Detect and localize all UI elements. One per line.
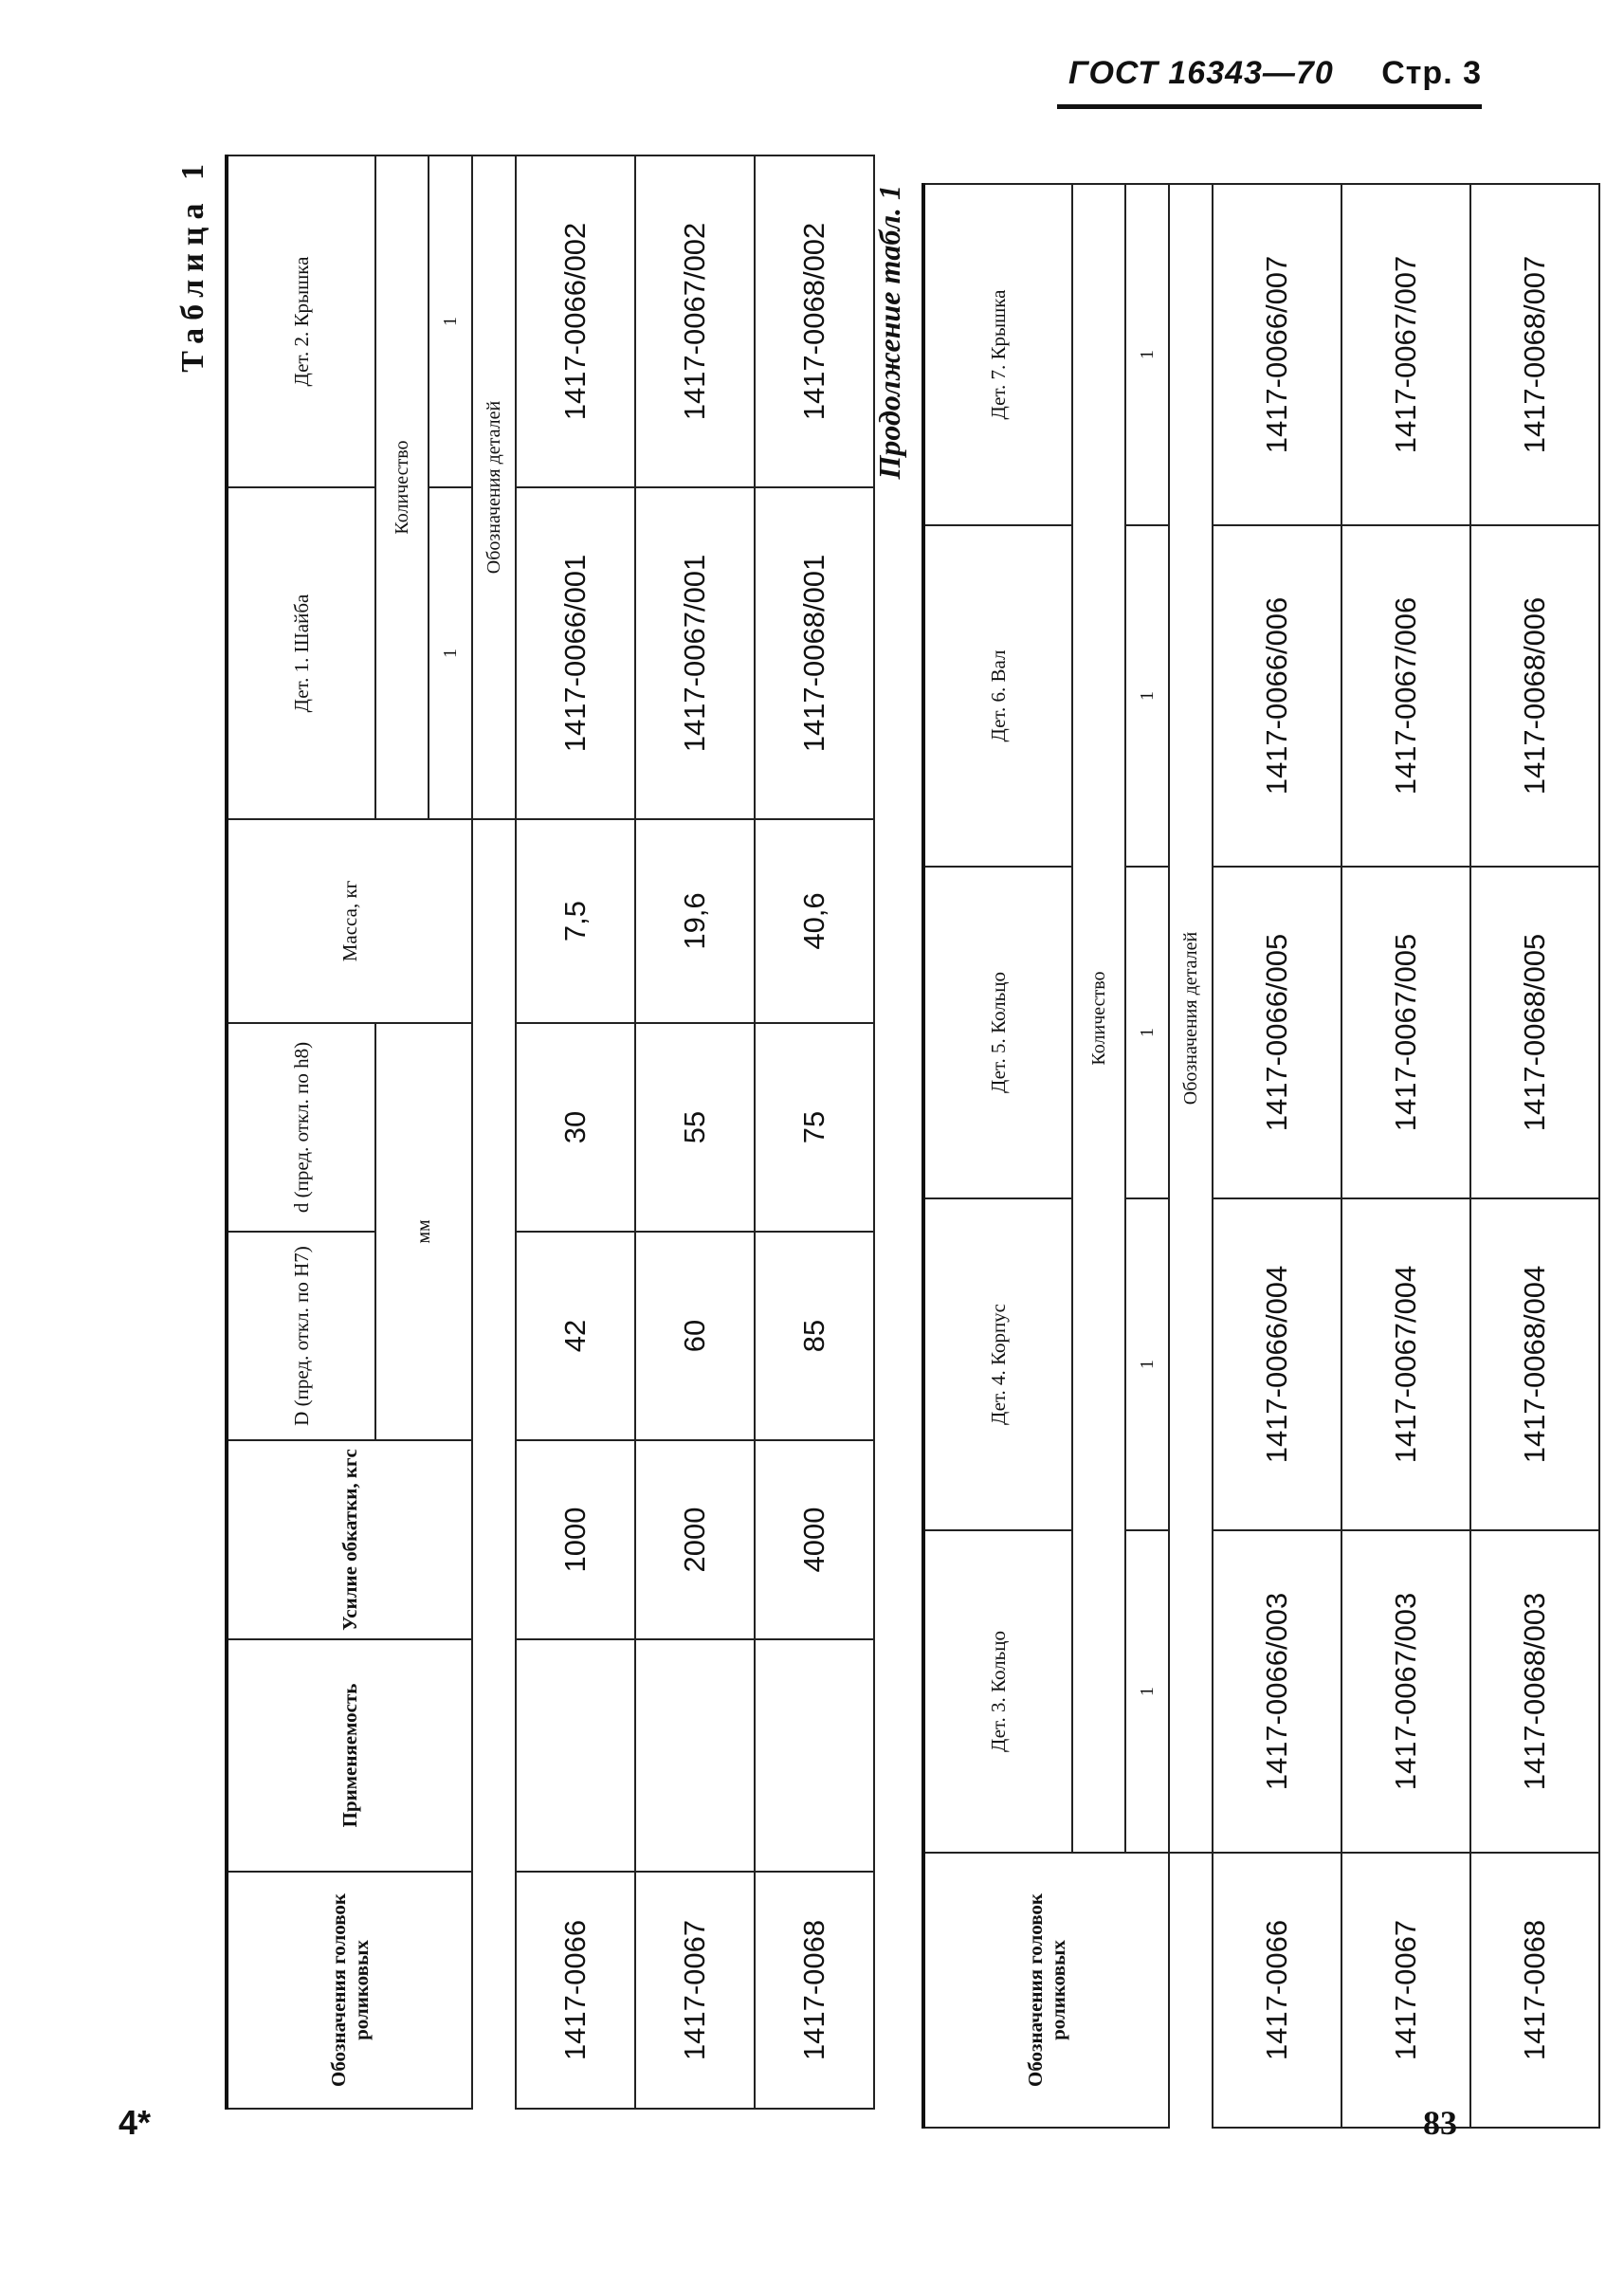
cell-part6: 1417-0067/006 — [1341, 525, 1470, 867]
col-part6-header: Дет. 6. Вал — [923, 525, 1072, 867]
cell-d: 55 — [635, 1023, 755, 1232]
quantity-header: Количество — [375, 155, 429, 819]
col-designation-header: Обозначения головок роликовых — [923, 1853, 1169, 2128]
cell-mass: 40,6 — [755, 819, 874, 1023]
cell-designation: 1417-0066 — [516, 1872, 635, 2109]
cell-mass: 19,6 — [635, 819, 755, 1023]
page-header — [1068, 55, 1482, 92]
unit-mm-header: мм — [375, 1023, 472, 1440]
table-1-caption: Таблица 1 — [175, 156, 210, 373]
standard-number: ГОСТ 16343—70 — [1068, 55, 1334, 91]
signature-mark: 4* — [119, 2103, 152, 2142]
cell-part2: 1417-0067/002 — [635, 155, 755, 487]
table-row — [1213, 184, 1341, 2128]
cell-part3: 1417-0066/003 — [1213, 1530, 1341, 1853]
page-label: Стр. 3 — [1381, 55, 1482, 91]
cell-d: 75 — [755, 1023, 874, 1232]
part-designations-header: Обозначения деталей — [472, 155, 516, 819]
cell-part7: 1417-0067/007 — [1341, 184, 1470, 525]
table-row — [1341, 184, 1470, 2128]
qty-part4: 1 — [1125, 1198, 1169, 1530]
cell-designation: 1417-0068 — [1470, 1853, 1599, 2128]
cell-part5: 1417-0066/005 — [1213, 867, 1341, 1198]
table-row — [755, 155, 874, 2109]
qty-part6: 1 — [1125, 525, 1169, 867]
cell-part5: 1417-0067/005 — [1341, 867, 1470, 1198]
col-part7-header: Дет. 7. Крышка — [923, 184, 1072, 525]
table-row — [635, 155, 755, 2109]
col-designation-header: Обозначения головок роликовых — [227, 1872, 472, 2109]
cell-mass: 7,5 — [516, 819, 635, 1023]
table-1-continuation-caption: Продолжение табл. 1 — [872, 185, 906, 480]
col-part4-header: Дет. 4. Корпус — [923, 1198, 1072, 1530]
cell-D: 85 — [755, 1232, 874, 1440]
part-designations-header: Обозначения деталей — [1169, 184, 1213, 1853]
cell-part3: 1417-0068/003 — [1470, 1530, 1599, 1853]
col-part2-header: Дет. 2. Крышка — [227, 155, 375, 487]
cell-part4: 1417-0068/004 — [1470, 1198, 1599, 1530]
cell-force: 4000 — [755, 1440, 874, 1639]
qty-part1: 1 — [429, 487, 472, 819]
cell-part2: 1417-0066/002 — [516, 155, 635, 487]
cell-part5: 1417-0068/005 — [1470, 867, 1599, 1198]
cell-force: 2000 — [635, 1440, 755, 1639]
cell-part1: 1417-0068/001 — [755, 487, 874, 819]
col-mass-header: Масса, кг — [227, 819, 472, 1023]
cell-part1: 1417-0066/001 — [516, 487, 635, 819]
cell-force: 1000 — [516, 1440, 635, 1639]
cell-part6: 1417-0066/006 — [1213, 525, 1341, 867]
cell-part4: 1417-0067/004 — [1341, 1198, 1470, 1530]
col-applicability-header: Применяемость — [227, 1639, 472, 1872]
table-1-continuation — [921, 183, 1600, 2129]
cell-D: 42 — [516, 1232, 635, 1440]
cell-part7: 1417-0066/007 — [1213, 184, 1341, 525]
col-part1-header: Дет. 1. Шайба — [227, 487, 375, 819]
table-1-continuation-block — [872, 185, 1551, 2129]
cell-part2: 1417-0068/002 — [755, 155, 874, 487]
cell-d: 30 — [516, 1023, 635, 1232]
cell-designation: 1417-0067 — [1341, 1853, 1470, 2128]
table-1 — [225, 155, 875, 2110]
table-row — [1470, 184, 1599, 2128]
page-number: 83 — [1423, 2104, 1457, 2142]
cell-applicability — [755, 1639, 874, 1872]
qty-part5: 1 — [1125, 867, 1169, 1198]
cell-designation: 1417-0066 — [1213, 1853, 1341, 2128]
col-D-header: D (пред. откл. по H7) — [227, 1232, 375, 1440]
cell-part4: 1417-0066/004 — [1213, 1198, 1341, 1530]
table-row — [516, 155, 635, 2109]
col-d-header: d (пред. откл. по h8) — [227, 1023, 375, 1232]
cell-part3: 1417-0067/003 — [1341, 1530, 1470, 1853]
cell-designation: 1417-0067 — [635, 1872, 755, 2109]
cell-part7: 1417-0068/007 — [1470, 184, 1599, 525]
header-rule — [1057, 104, 1482, 109]
qty-part7: 1 — [1125, 184, 1169, 525]
cell-part6: 1417-0068/006 — [1470, 525, 1599, 867]
cell-applicability — [516, 1639, 635, 1872]
qty-part3: 1 — [1125, 1530, 1169, 1853]
cell-applicability — [635, 1639, 755, 1872]
cell-designation: 1417-0068 — [755, 1872, 874, 2109]
qty-part2: 1 — [429, 155, 472, 487]
cell-part1: 1417-0067/001 — [635, 487, 755, 819]
cell-D: 60 — [635, 1232, 755, 1440]
col-force-header: Усилие обкатки, кгс — [227, 1440, 472, 1639]
table-1-block — [175, 156, 830, 2110]
quantity-header: Количество — [1072, 184, 1125, 1853]
col-part5-header: Дет. 5. Кольцо — [923, 867, 1072, 1198]
col-part3-header: Дет. 3. Кольцо — [923, 1530, 1072, 1853]
